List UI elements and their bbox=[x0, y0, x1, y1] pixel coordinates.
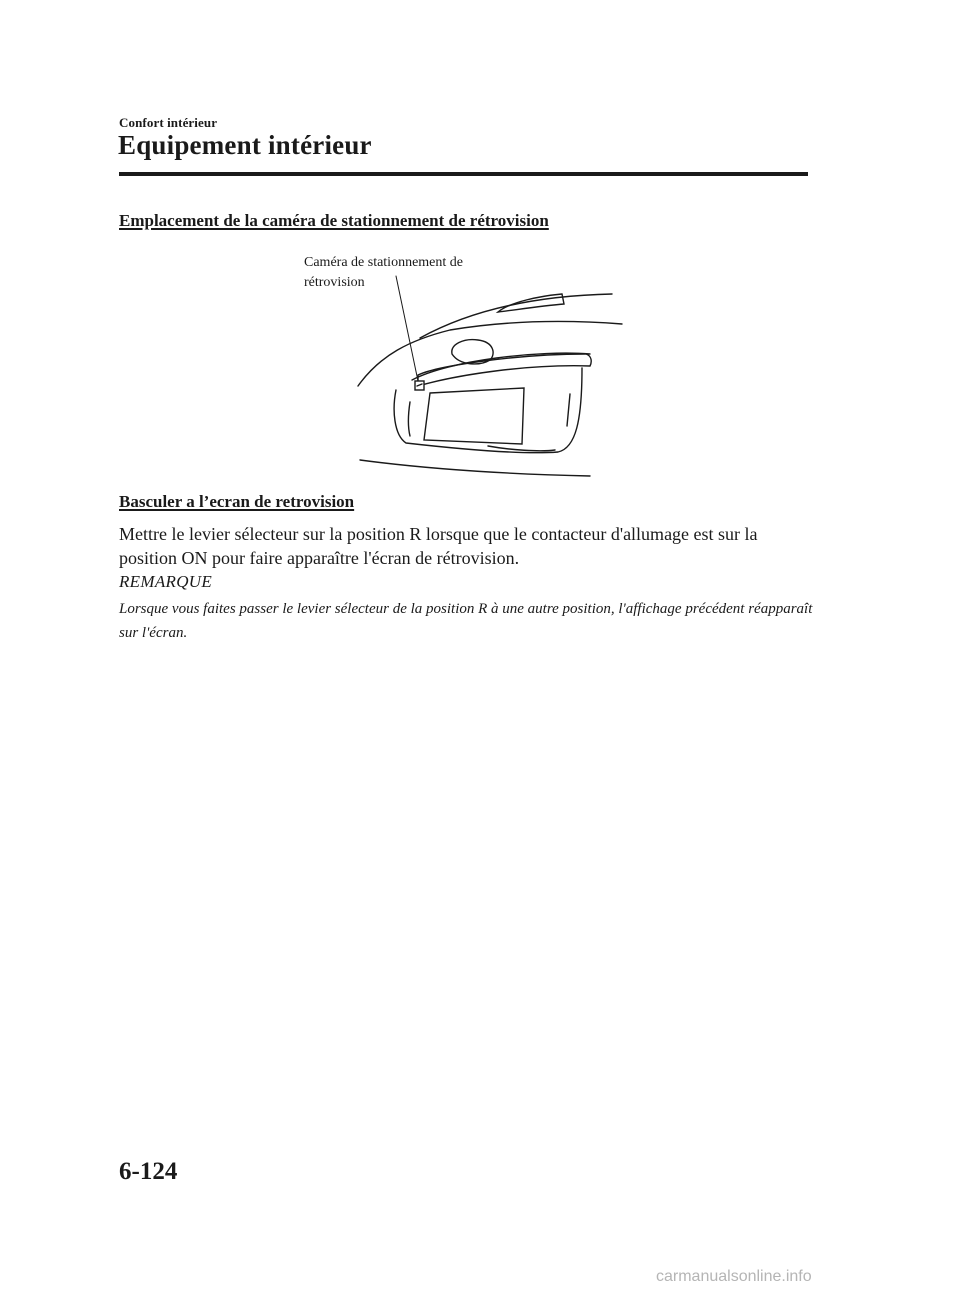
license-plate bbox=[424, 388, 524, 444]
section-label: Confort intérieur bbox=[119, 115, 218, 130]
spoiler-outline bbox=[498, 294, 564, 312]
camera-callout-label bbox=[304, 253, 524, 293]
bumper-line bbox=[488, 446, 555, 451]
watermark: carmanualsonline.info bbox=[656, 1268, 812, 1285]
camera-callout-line2: rétrovision bbox=[304, 275, 365, 290]
title-divider bbox=[119, 172, 808, 176]
camera-callout-line1: Caméra de stationnement de bbox=[304, 255, 463, 270]
page-number: 6-124 bbox=[119, 1158, 178, 1185]
note-title: REMARQUE bbox=[119, 572, 213, 591]
tailgate-edge bbox=[412, 353, 590, 380]
camera-location-heading: Emplacement de la caméra de stationnement de rétrovision bbox=[119, 211, 549, 230]
roof-line bbox=[420, 294, 612, 338]
page-title: Equipement intérieur bbox=[118, 130, 372, 160]
right-recess-line bbox=[567, 394, 570, 426]
note-paragraph: Lorsque vous faites passer le levier sélecteur de la position R à une autre position, l'affichage précédent réapparaît sur l'écran. bbox=[119, 601, 813, 641]
bumper-lower-line bbox=[360, 460, 590, 476]
garnish-top bbox=[418, 354, 591, 386]
instruction-paragraph: Mettre le levier sélecteur sur la position R lorsque que le contacteur d'allumage est sur la position ON pour faire apparaître l'écran de rétrovision. bbox=[119, 524, 758, 568]
switch-view-heading: Basculer a l’ecran de retrovision bbox=[119, 492, 355, 511]
left-recess-line bbox=[409, 402, 411, 436]
